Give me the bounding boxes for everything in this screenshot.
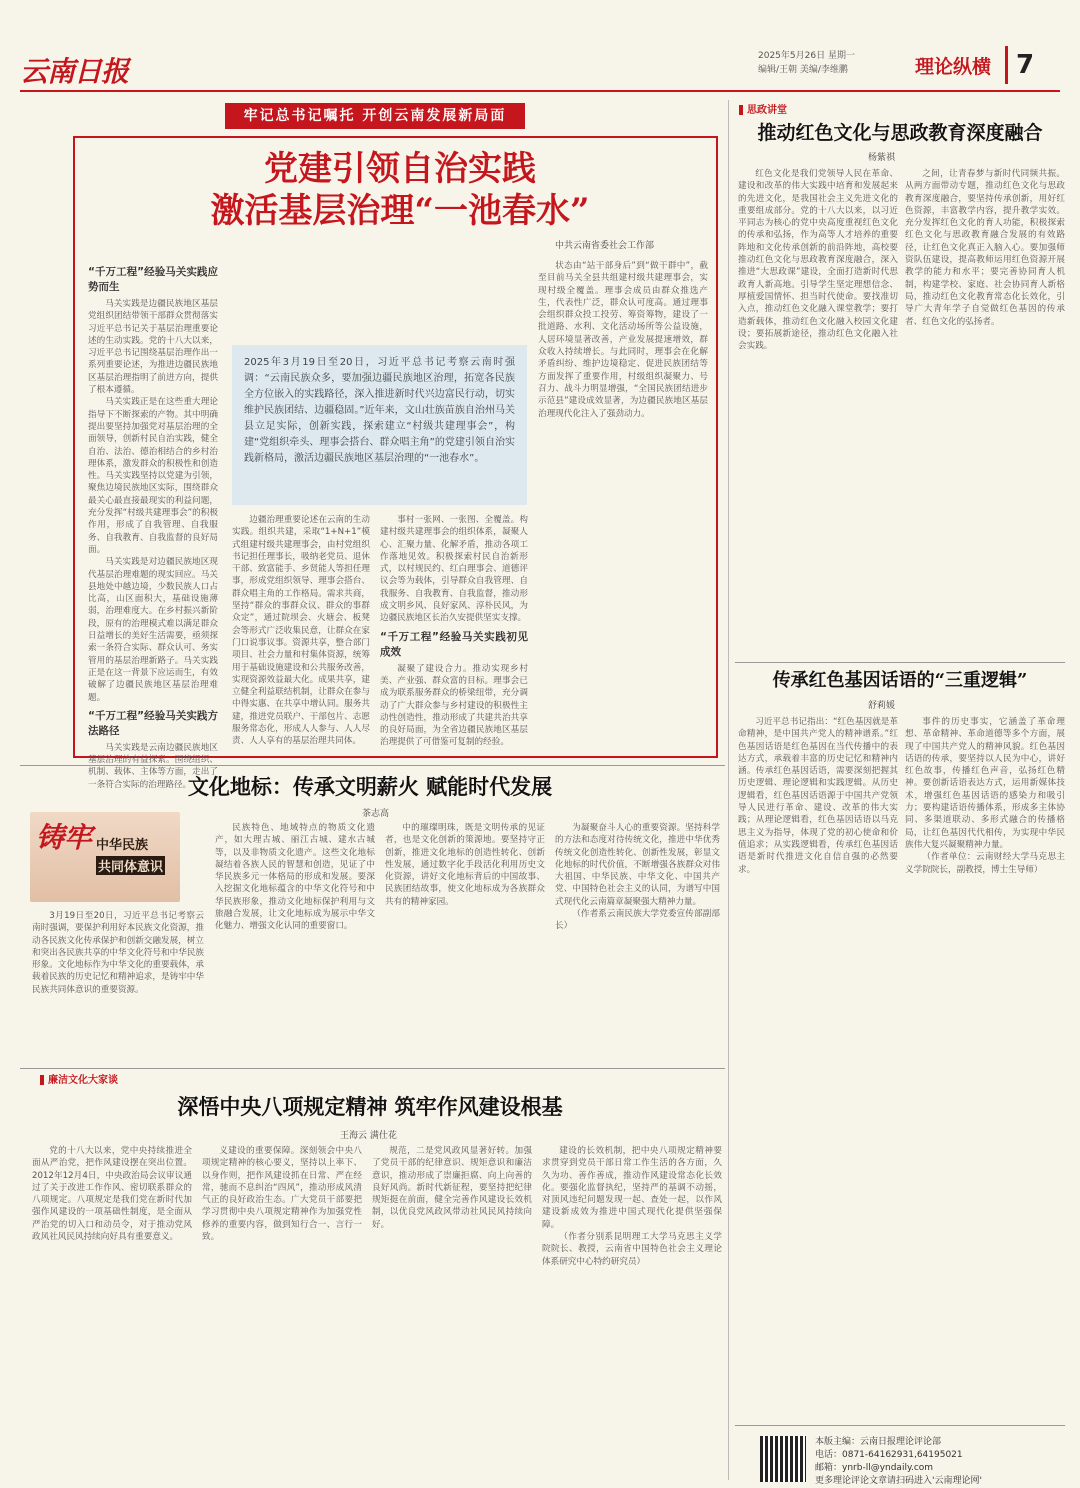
right-mid-author-note: （作者单位：云南财经大学马克思主义学院院长，副教授，博士生导师） <box>905 852 1065 875</box>
issue-date: 2025年5月26日 星期一 <box>758 51 855 61</box>
lead-summary-box: 2025年3月19日至20日，习近平总书记考察云南时强调：“云南民族众多，要加强边疆民族地区治理，拓宽各民族全方位嵌入的实践路径，深入推进新时代兴边富民行动，切实维护民族团结、边疆稳固。”近年来，文山壮族苗族自治州马关县立足实际，创新实践，探索建立“村级共建理事会”，构建“党组织牵头、理事会搭台、群众唱主角”的党建引领自治实践新格局，激活边疆民族地区基层治理的“一池春水”。 <box>232 345 527 505</box>
lead-paragraph: 状态由“站干部身后”到“做干群中”，截至目前马关全县共组建村级共建理事会，实现村级全覆盖。理事会成员由群众推选产生，代表性广泛，群众认可度高。通过理事会组织群众投工投劳、筹资筹物，建设了一批道路、水利、文化活动场所等公益设施，人居环境显著改善，产业发展提速增效，群众收入持续增长。与此同时，理事会在化解矛盾纠纷、维护边境稳定、促进民族团结等方面发挥了重要作用，村级组织凝聚力、号召力、战斗力明显增强，“全国民族团结进步示范县”建设成效显著，为边疆民族地区基层治理现代化注入了强劲动力。 <box>538 261 708 419</box>
right-top-column-2 <box>905 168 1065 652</box>
header-info <box>758 49 918 77</box>
culture-column-2 <box>215 822 375 1060</box>
lianzheng-paragraph: 义建设的重要保障。深刻领会中央八项规定精神的核心要义，坚持以上率下、以身作则，把作风建设抓在日常、严在经常，驰而不息纠治“四风”，推动形成风清气正的良好政治生态。广大党员干部要把学习贯彻中央八项规定精神作为加强党性修养的重要内容，做到知行合一、言行一致。 <box>202 1146 362 1243</box>
column-divider <box>728 100 729 1480</box>
editor-box <box>815 1436 1065 1488</box>
lianzheng-column-2 <box>202 1145 362 1475</box>
culture-byline: 茶志高 <box>362 809 390 819</box>
right-mid-paragraph: 习近平总书记指出：“红色基因就是革命精神，是中国共产党人的精神谱系。”红色基因话语是红色基因在当代传播中的表达方式，承载着丰富的历史记忆和精神内涵。传承红色基因话语，需要深刻把握其历史逻辑、理论逻辑和实践逻辑。从历史逻辑看，红色基因话语源于中国共产党领导人民进行革命、建设、改革的伟大实践；从理论逻辑看，红色基因话语以马克思主义为指导，体现了党的初心使命和价值追求；从实践逻辑看，传承红色基因话语是新时代推进文化自信自强的必然要求。 <box>738 717 898 875</box>
lead-paragraph: 马关实践是对边疆民族地区现代基层治理难题的现实回应。马关县地处中越边境，少数民族人口占比高，山区面积大，基础设施薄弱，治理难度大。在乡村振兴新阶段，原有的治理模式难以满足群众日益增长的美好生活需要，亟须探索一条符合实际、群众认可、务实管用的基层治理新路子。马关实践正是在这一背景下应运而生，有效破解了边疆民族地区基层治理难题。 <box>88 557 218 703</box>
lianzheng-paragraph: 建设的长效机制，把中央八项规定精神要求贯穿到党员干部日常工作生活的各方面，久久为功、善作善成，推动作风建设常态化长效化。要强化监督执纪，坚持严的基调不动摇，对顶风违纪问题发现一起、查处一起，以作风建设新成效为推进中国式现代化提供坚强保障。 <box>542 1146 722 1230</box>
lead-subhead-3: “千万工程”经验马关实践初见成效 <box>380 630 528 658</box>
lead-paragraph: 事村一张网、一张图、全覆盖。构建村级共建理事会的组织体系，凝聚人心、汇聚力量、化解矛盾，推动各项工作落地见效。积极探索村民自治新形式，以村规民约、红白理事会、道德评议会等为载体，引导群众自我管理、自我服务、自我教育、自我监督，推动形成文明乡风、良好家风、淳朴民风，为边疆民族地区长治久安提供坚实支撑。 <box>380 515 528 624</box>
culture-paragraph: 为凝聚奋斗人心的重要资源。坚持科学的方法和态度对待传统文化，推进中华优秀传统文化创造性转化、创新性发展，彰显文化地标的时代价值，不断增强各族群众对伟大祖国、中华民族、中华文化、中国共产党、中国特色社会主义的认同，为谱写中国式现代化云南篇章凝聚强大精神力量。 <box>555 823 720 907</box>
lianzheng-column-3 <box>372 1145 532 1475</box>
editor-line: 电话：0871-64162931,64195021 <box>815 1450 963 1460</box>
lianzheng-paragraph: 党的十八大以来，党中央持续推进全面从严治党，把作风建设摆在突出位置。2012年12月4日，中央政治局会议审议通过了关于改进工作作风、密切联系群众的八项规定。八项规定是我们党在新时代加强作风建设的一项基础性制度，是全面从严治党的切入口和动员令，对于推动党风政风社风民风持续向好具有重要意义。 <box>32 1146 192 1243</box>
lianzheng-author-note: （作者分别系昆明理工大学马克思主义学院院长、教授，云南省中国特色社会主义理论体系研究中心特约研究员） <box>542 1232 722 1267</box>
culture-column-1 <box>32 910 204 1060</box>
column-tag-lianzheng: 廉洁文化大家谈 <box>40 1073 160 1089</box>
lead-byline: 中共云南省委社会工作部 <box>555 241 655 251</box>
lianzheng-byline: 王海云 满仕花 <box>340 1131 397 1141</box>
editor-line: 本版主编：云南日报理论评论部 <box>815 1437 942 1447</box>
lead-subhead-2: “千万工程”经验马关实践方法路径 <box>88 709 218 737</box>
qr-code[interactable] <box>760 1436 806 1482</box>
lead-paragraph: 凝聚了建设合力。推动实现乡村美、产业强、群众富的目标。理事会已成为联系服务群众的桥梁纽带，充分调动了广大群众参与乡村建设的积极性主动性创造性，推动形成了共建共治共享的良好局面，为全省边疆民族地区基层治理提供了可借鉴可复制的经验。 <box>380 663 528 748</box>
lead-column-2 <box>232 514 370 752</box>
right-top-column-1 <box>738 168 898 652</box>
right-mid-byline: 舒莉媛 <box>868 701 896 711</box>
lianzheng-title: 深悟中央八项规定精神 筑牢作风建设根基 <box>177 1094 563 1119</box>
culture-column-3 <box>385 822 545 1060</box>
page-editors: 编辑/王朝 美编/李维鹏 <box>758 65 848 75</box>
page-number: 7 <box>1005 46 1045 84</box>
section-name: 理论纵横 <box>915 56 992 78</box>
culture-paragraph: 3月19日至20日，习近平总书记考察云南时强调，要保护利用好本民族文化资源，推动各民族文化传承保护和创新交融发展，树立和突出各民族共享的中华文化符号和中华民族形象。文化地标作为中华文化的重要载体，承载着民族的历史记忆和精神追求，是铸牢中华民族共同体意识的重要资源。 <box>32 911 204 995</box>
editor-line: 更多理论评论文章请扫码进入'云南理论网' <box>815 1476 982 1486</box>
lead-paragraph: 马关实践正是在这些重大理论指导下不断探索的产物。其中明确提出要坚持加强党对基层治理的全面领导，创新村民自治实践，健全自治、法治、德治相结合的乡村治理体系，激发群众的积极性和创造性。马关实践坚持以党建为引领，聚焦边境民族地区实际，围绕群众最关心最直接最现实的利益问题，充分发挥“村级共建理事会”的积极作用，形成了自我管理、自我服务、自我教育、自我监督的良好局面。 <box>88 397 218 555</box>
divider <box>735 1425 1065 1426</box>
right-top-paragraph: 红色文化是我们党领导人民在革命、建设和改革的伟大实践中培育和发展起来的先进文化，是我国社会主义先进文化的重要组成部分。党的十八大以来，以习近平同志为核心的党中央高度重视红色文化的传承和弘扬，作为高等人才培养的重要阵地和文化传承创新的前沿阵地，高校要推动红色文化与思政教育深度融合，深入推进“大思政课”建设，全面打造新时代思政育人新高地。引导学生坚定理想信念、厚植爱国情怀、担当时代使命。要找准切入点，推动红色文化融入课堂教学；要打造新载体，推动红色文化融入校园文化建设；要拓展新途径，推动红色文化融入社会实践。 <box>738 169 898 352</box>
lead-subhead-1: “千万工程”经验马关实践应势而生 <box>88 266 218 293</box>
divider <box>20 765 725 766</box>
culture-column-4 <box>555 822 720 1060</box>
lead-paragraph: 马关实践是云南边疆民族地区基层治理的有益探索。围绕组织、机制、载体、主体等方面，走出了一条符合实际的治理路径。 <box>88 742 218 790</box>
right-mid-paragraph: 事件的历史事实，它涵盖了革命理想、革命精神、革命道德等多个方面，展现了中国共产党人的精神风貌。红色基因话语的传承，要坚持以人民为中心，讲好红色故事，传播红色声音，弘扬红色精神。要创新话语表达方式，运用新媒体技术，增强红色基因话语的感染力和吸引力；要构建话语传播体系，形成多主体协同、多渠道联动、多形式融合的传播格局，让红色基因代代相传，为实现中华民族伟大复兴凝聚精神力量。 <box>905 717 1065 850</box>
editor-line: 邮箱：ynrb-ll@yndaily.com <box>815 1463 934 1473</box>
right-top-byline: 杨紫祺 <box>868 153 896 163</box>
lead-column-1 <box>88 260 218 790</box>
right-mid-column-1 <box>738 716 898 1416</box>
right-top-title: 推动红色文化与思政教育深度融合 <box>757 122 1043 144</box>
lead-title-line1: 党建引领自治实践 <box>264 149 536 189</box>
logo-mark: 铸牢 <box>36 821 93 854</box>
culture-paragraph: 中的璀璨明珠，既是文明传承的见证者，也是文化创新的策源地。要坚持守正创新，推进文化地标的创造性转化、创新性发展，通过数字化手段活化利用历史文化资源，讲好文化地标背后的中国故事、民族团结故事，使文化地标成为各族群众共有的精神家园。 <box>385 823 545 907</box>
right-top-paragraph: 之间，让青春梦与新时代同频共振。从两方面带动专题，推动红色文化与思政教育深度融合，要坚持传承创新，用好红色资源，丰富教学内容，提升教学实效。充分发挥红色文化的育人功能，积极探索红色文化与思政教育融合发展的有效路径，让红色文化真正入脑入心。要加强师资队伍建设，提高教师运用红色资源开展教学的能力和水平；要完善协同育人机制，构建学校、家庭、社会协同育人新格局，推动红色文化教育常态化长效化，引导广大青年学子自觉做红色基因的传承者、红色文化的弘扬者。 <box>905 169 1065 327</box>
column-banner: 牢记总书记嘱托 开创云南发展新局面 <box>225 103 525 129</box>
lead-paragraph: 边疆治理重要论述在云南的生动实践。组织共建，采取“1+N+1”模式组建村级共建理事会，由村党组织书记担任理事长，吸纳老党员、退休干部、致富能手、乡贤能人等担任理事，形成党组织领导、理事会搭台、群众唱主角的工作格局。需求共商，坚持“群众的事群众议、群众的事群众定”，通过院坝会、火塘会、板凳会等形式广泛收集民意，让群众在家门口说事议事。资源共享，整合部门项目、社会力量和村集体资源，统筹用于基础设施建设和公共服务改善，实现资源效益最大化。成果共享，建立健全利益联结机制，让群众在参与中得实惠、在共享中增认同。服务共建，推进党员联户、干部包片、志愿服务常态化，形成人人参与、人人尽责、人人享有的基层治理共同体。 <box>232 515 370 747</box>
divider <box>20 1068 725 1069</box>
culture-title: 文化地标：传承文明薪火 赋能时代发展 <box>187 774 553 799</box>
culture-author-note: （作者系云南民族大学党委宣传部副部长） <box>555 909 720 932</box>
logo-line1: 中华民族 <box>96 838 149 853</box>
lead-paragraph: 马关实践是边疆民族地区基层党组织团结带领干部群众贯彻落实习近平总书记关于基层治理重要论述的生动实践。党的十八大以来，习近平总书记围绕基层治理作出一系列重要论述，为推进边疆民族地区基层治理指明了前进方向，提供了根本遵循。 <box>88 299 218 396</box>
right-mid-column-2 <box>905 716 1065 1416</box>
lead-title-line2: 激活基层治理“一池春水” <box>210 191 590 231</box>
column-logo-zhulao <box>30 812 180 902</box>
lianzheng-column-1 <box>32 1145 192 1475</box>
lianzheng-paragraph: 规范，二是党风政风显著好转。加强了党员干部的纪律意识、规矩意识和廉洁意识，推动形成了崇廉拒腐、向上向善的良好风尚。新时代新征程，要坚持把纪律规矩挺在前面，健全完善作风建设长效机制，以优良党风政风带动社风民风持续向好。 <box>372 1146 532 1230</box>
column-tag-sizheng: 思政讲堂 <box>739 103 795 119</box>
lead-column-4 <box>538 260 708 752</box>
masthead-logo: 云南日报 <box>20 55 129 88</box>
header-rule <box>20 90 1060 92</box>
right-mid-title: 传承红色基因话语的“三重逻辑” <box>772 670 1028 691</box>
divider <box>735 662 1065 663</box>
lead-column-3 <box>380 514 528 752</box>
culture-paragraph: 民族特色、地域特点的物质文化遗产，如大理古城、丽江古城、建水古城等，以及非物质文化遗产。这些文化地标凝结着各族人民的智慧和创造，见证了中华民族多元一体格局的形成和发展。要深入挖掘文化地标蕴含的中华文化符号和中华民族形象，推动文化地标保护利用与文旅融合发展，让文化地标成为展示中华文化魅力、增强文化认同的重要窗口。 <box>215 823 375 932</box>
lianzheng-column-4 <box>542 1145 722 1475</box>
logo-line2: 共同体意识 <box>96 856 165 875</box>
